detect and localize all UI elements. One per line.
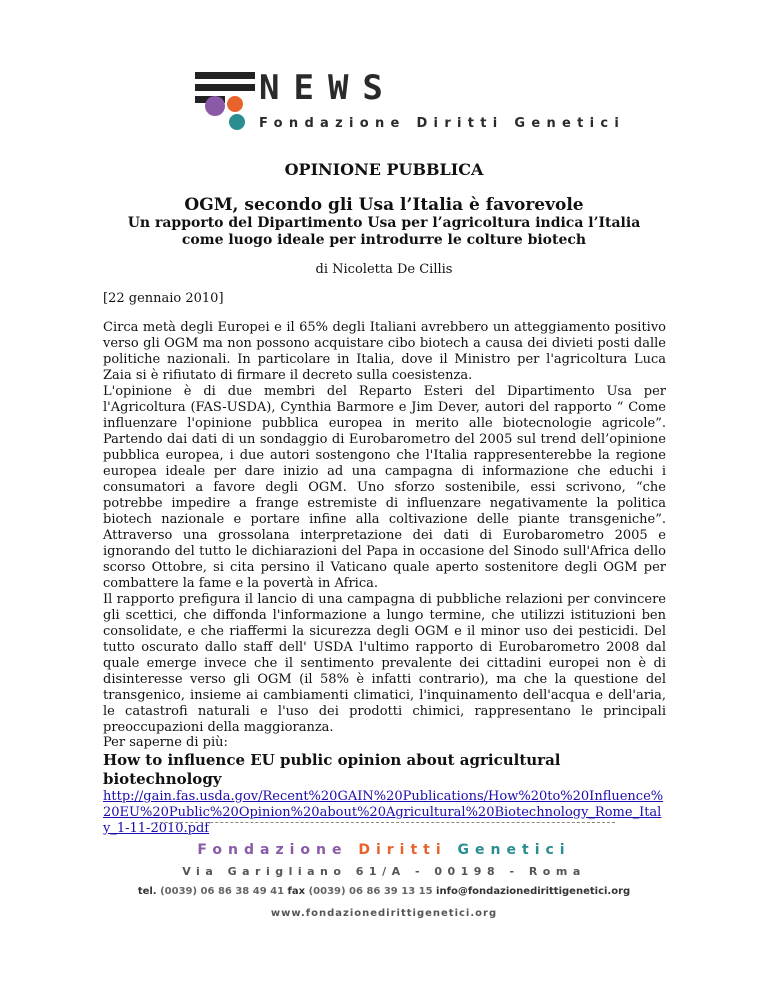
article-subtitle: Un rapporto del Dipartimento Usa per l’agricoltura indica l’Italia come luogo ideale per introdurre le colture biotech bbox=[127, 215, 641, 248]
website-link[interactable]: www.fondazionedirittigenetici.org bbox=[270, 908, 498, 919]
more-title: How to influence EU public opinion about agricultural biotechnology bbox=[103, 751, 561, 788]
footer-contacts bbox=[0, 886, 768, 897]
footer-org-1: Fondazione bbox=[197, 842, 348, 858]
paragraph: L'opinione è di due membri del Reparto Esteri del Dipartimento Usa per l'Agricoltura (FAS-USDA), Cynthia Barmore e Jim Dever, autori del rapporto “ Come influenzare l'opinione pubblica europea in merito alle biotecnologie agricole”. Partendo dai dati di un sondaggio di Eurobarometro del 2005 sul trend dell’opinione pubblica europea, i due autori sostengono che l'Italia rappresenterebbe la regione europea ideale per dare inizio ad una campagna di informazione che educhi i consumatori a favore degli OGM. Uno sforzo sostenibile, essi scrivono, “che potrebbe impedire a frange estremiste di influenzare negativamente la politica biotech nazionale e portare infine alla coltivazione delle piante transgeniche”. Attraverso una grossolana interpretazione dei dati di Eurobarometro 2005 e ignorando del tutto le dichiarazioni del Papa in occasione del Sinodo sull'Africa dello scorso Ottobre, si cita persino il Vaticano quale aperto sostenitore degli OGM per combattere la fame e la povertà in Africa. bbox=[103, 384, 666, 591]
article-body bbox=[103, 320, 666, 736]
footer-org-2: Diritti bbox=[358, 842, 447, 858]
footer-address: Via Garigliano 61/A - 00198 - Roma bbox=[182, 865, 586, 878]
more-label: Per saperne di più: bbox=[103, 735, 228, 750]
orange-dot-icon bbox=[227, 96, 243, 112]
fax-value: (0039) 06 86 39 13 15 bbox=[308, 886, 433, 897]
section-label: OPINIONE PUBBLICA bbox=[284, 160, 484, 179]
footer-org-3: Genetici bbox=[457, 842, 571, 858]
fax-label: fax bbox=[287, 886, 306, 897]
article-title: OGM, secondo gli Usa l’Italia è favorevole bbox=[184, 195, 584, 215]
logo-subtitle: Fondazione Diritti Genetici bbox=[259, 116, 626, 131]
email-link[interactable]: info@fondazionedirittigenetici.org bbox=[436, 886, 631, 897]
logo-title: NEWS bbox=[259, 68, 397, 108]
footer-org bbox=[0, 842, 768, 858]
author: di Nicoletta De Cillis bbox=[315, 262, 453, 277]
paragraph: Il rapporto prefigura il lancio di una campagna di pubbliche relazioni per convincere gli scettici, che diffonda l'informazione a lungo termine, che utilizzi istituzioni ben consolidate, e che riaffermi la sicurezza degli OGM e il minor uso dei pesticidi. Del tutto oscurato dallo staff dell' USDA l'ultimo rapporto di Eurobarometro 2008 dal quale emerge invece che il sentimento prevalente dei cittadini europei non è di disinteresse verso gli OGM (il 58% è infatti contrario), ma che la questione del transgenico, insieme ai cambiamenti climatici, l'inquinamento dell'acqua e dell'aria, le catastrofi naturali e l'uso dei prodotti chimici, rappresentano le principali preoccupazioni della maggioranza. bbox=[103, 592, 666, 735]
source-link[interactable]: http://gain.fas.usda.gov/Recent%20GAIN%20Publications/How%20to%20Influence%20EU%20Public%20Opinion%20about%20Agricultural%20Biotechnology_Rome_Italy_1-11-2010.pdf bbox=[103, 789, 664, 836]
footer-divider bbox=[155, 822, 615, 823]
paragraph: Circa metà degli Europei e il 65% degli Italiani avrebbero un atteggiamento positivo verso gli OGM ma non possono acquistare cibo biotech a causa dei divieti posti dalle politiche nazionali. In particolare in Italia, dove il Ministro per l'agricoltura Luca Zaia si è rifiutato di firmare il decreto sulla coesistenza. bbox=[103, 320, 666, 383]
tel-value: (0039) 06 86 38 49 41 bbox=[160, 886, 285, 897]
purple-dot-icon bbox=[205, 96, 225, 116]
teal-dot-icon bbox=[229, 114, 245, 130]
tel-label: tel. bbox=[137, 886, 157, 897]
logo bbox=[195, 68, 626, 132]
date: [22 gennaio 2010] bbox=[103, 291, 224, 306]
